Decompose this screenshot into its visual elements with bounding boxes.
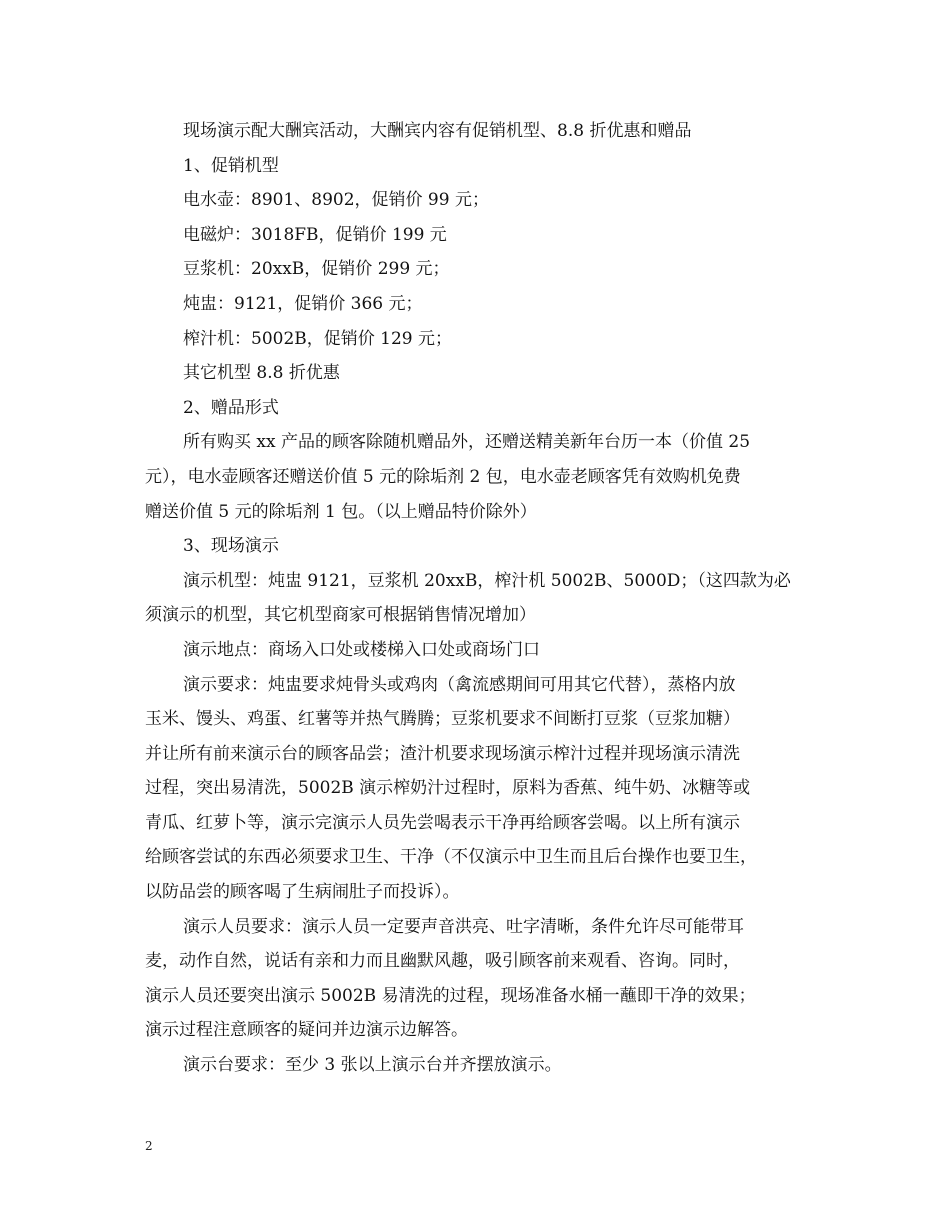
paragraph-demo-requirements-line: 过程，突出易清洗，5002B 演示榨奶汁过程时，原料为香蕉、纯牛奶、冰糖等或 [145, 778, 751, 799]
paragraph-gifts-line: 元），电水壶顾客还赠送价值 5 元的除垢剂 2 包，电水壶老顾客凭有效购机免费 [145, 466, 741, 487]
promo-item-kettle: 电水壶：8901、8902，促销价 99 元； [183, 190, 489, 211]
paragraph-demo-location: 演示地点：商场入口处或楼梯入口处或商场门口 [183, 639, 540, 660]
paragraph-staff-requirements-line: 演示过程注意顾客的疑问并边演示边解答。 [145, 1020, 468, 1041]
paragraph-demo-table-requirements: 演示台要求：至少 3 张以上演示台并齐摆放演示。 [183, 1055, 562, 1076]
page-number: 2 [145, 1139, 153, 1153]
promo-item-soymilk-maker: 豆浆机：20xxB，促销价 299 元； [183, 259, 450, 280]
paragraph-staff-requirements-line: 演示人员还要突出演示 5002B 易清洗的过程，现场准备水桶一蘸即干净的效果； [145, 985, 756, 1006]
paragraph-demo-models-line: 须演示的机型，其它机型商家可根据销售情况增加） [145, 605, 536, 626]
section-heading-gifts: 2、赠品形式 [183, 397, 279, 418]
document-body [145, 114, 805, 1083]
paragraph-demo-requirements-line: 玉米、馒头、鸡蛋、红薯等并热气腾腾；豆浆机要求不间断打豆浆（豆浆加糖） [145, 709, 740, 730]
paragraph-demo-requirements-line: 给顾客尝试的东西必须要求卫生、干净（不仅演示中卫生而且后台操作也要卫生， [145, 847, 757, 868]
paragraph-demo-requirements-line: 并让所有前来演示台的顾客品尝；渣汁机要求现场演示榨汁过程并现场演示清洗 [145, 743, 740, 764]
promo-item-other-models: 其它机型 8.8 折优惠 [183, 363, 340, 384]
promo-item-stew-pot: 炖盅：9121，促销价 366 元； [183, 293, 423, 314]
paragraph-demo-requirements-line: 以防品尝的顾客喝了生病闹肚子而投诉）。 [145, 882, 460, 903]
paragraph-gifts-line: 赠送价值 5 元的除垢剂 1 包。（以上赠品特价除外） [145, 501, 537, 522]
promo-item-juicer: 榨汁机：5002B，促销价 129 元； [183, 328, 453, 349]
paragraph-demo-models-line: 演示机型：炖盅 9121，豆浆机 20xxB，榨汁机 5002B、5000D；（这四款为必 [183, 570, 791, 591]
paragraph-staff-requirements-line: 麦，动作自然，说话有亲和力而且幽默风趣，吸引顾客前来观看、咨询。同时， [145, 951, 740, 972]
paragraph-demo-requirements-line: 演示要求：炖盅要求炖骨头或鸡肉（禽流感期间可用其它代替），蒸格内放 [183, 674, 736, 695]
paragraph-intro: 现场演示配大酬宾活动，大酬宾内容有促销机型、8.8 折优惠和赠品 [183, 121, 692, 141]
section-heading-promo-models: 1、促销机型 [183, 155, 279, 176]
paragraph-staff-requirements-line: 演示人员要求：演示人员一定要声音洪亮、吐字清晰，条件允许尽可能带耳 [183, 916, 744, 937]
promo-item-induction-cooker: 电磁炉：3018FB，促销价 199 元 [183, 224, 447, 245]
paragraph-gifts-line: 所有购买 xx 产品的顾客除随机赠品外，还赠送精美新年台历一本（价值 25 [183, 432, 751, 453]
section-heading-demo: 3、现场演示 [183, 536, 279, 557]
paragraph-demo-requirements-line: 青瓜、红萝卜等，演示完演示人员先尝喝表示干净再给顾客尝喝。以上所有演示 [145, 812, 740, 833]
